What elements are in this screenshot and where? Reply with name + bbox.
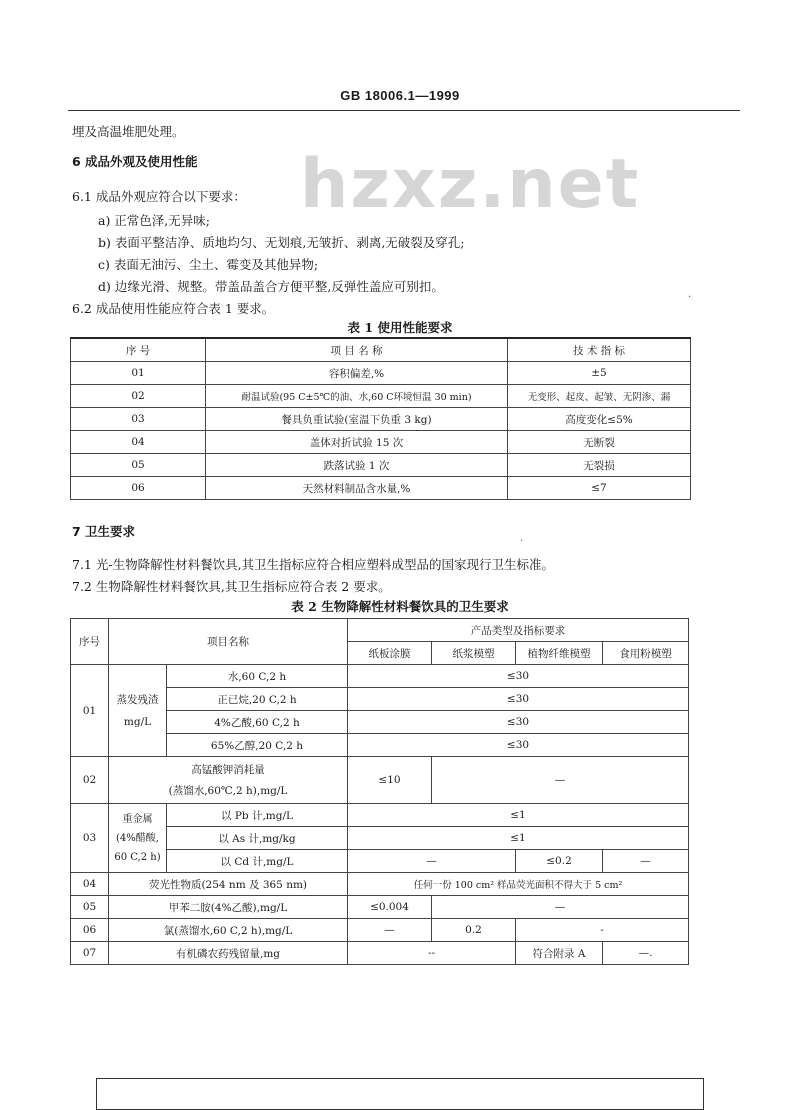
table1-header-row [71,338,691,362]
table-row [71,385,691,408]
table1-cell: 天然材料制品含水量,% [206,477,508,500]
table-row [71,665,689,688]
clause-6-2: 6.2 成品使用性能应符合表 1 要求。 [72,301,275,316]
table2-value: -- [348,942,516,965]
table2-subitem: 以 As 计,mg/kg [167,827,348,850]
table2-value: ≤10 [348,757,432,804]
table2-subitem: 以 Cd 计,mg/L [167,850,348,873]
table2 [70,618,689,965]
table2-header-group: 产品类型及指标要求 [348,619,689,642]
table2-header-type: 纸浆模塑 [432,642,516,665]
table1-header-item: 项 目 名 称 [206,338,508,362]
table2-value: ≤30 [348,711,689,734]
table2-value: 0.2 [432,919,516,942]
table2-value: ≤0.2 [516,850,603,873]
table2-group-label: 蒸发残渣 mg/L [109,665,167,757]
table2-value: — [603,850,689,873]
table1-cell: 无断裂 [508,431,691,454]
table2-item: 有机磷农药残留量,mg [109,942,348,965]
clause-7-1: 7.1 光-生物降解性材料餐饮具,其卫生指标应符合相应塑料成型品的国家现行卫生标准。 [72,557,555,572]
section-6-title: 6 成品外观及使用性能 [72,154,198,169]
table2-seq: 03 [71,804,109,873]
table1-cell: 04 [71,431,206,454]
table2-header-item: 项目名称 [109,619,348,665]
table1-cell: 无变形、起皮、起皱、无阴渗、漏 [508,385,691,408]
table2-item-line2: (蒸馏水,60℃,2 h),mg/L [168,785,288,797]
table2-header-seq: 序号 [71,619,109,665]
continuation-text: 埋及高温堆肥处理。 [72,124,185,139]
table-row [71,804,689,827]
table2-value: — [432,757,689,804]
table-row [71,896,689,919]
table2-value: ≤0.004 [348,896,432,919]
table2-group-label: 重金属 (4%醋酸, 60 C,2 h) [109,804,167,873]
table2-seq: 06 [71,919,109,942]
table2-item: 甲苯二胺(4%乙酸),mg/L [109,896,348,919]
clause-6-1-b: b) 表面平整洁净、质地均匀、无划痕,无皱折、剥离,无破裂及穿孔; [98,235,465,250]
table1-cell: 容积偏差,% [206,362,508,385]
table2-value: — [432,896,689,919]
table1-cell: ±5 [508,362,691,385]
table2-value: - [516,919,689,942]
table2-value: ≤30 [348,734,689,757]
table-row [71,454,691,477]
table-row [71,942,689,965]
table2-seq: 01 [71,665,109,757]
table-row [71,757,689,804]
table1-cell: ≤7 [508,477,691,500]
table-row [71,362,691,385]
table2-seq: 02 [71,757,109,804]
table1-header-spec: 技 术 指 标 [508,338,691,362]
bottom-frame [96,1078,704,1110]
table2-value: — [348,850,516,873]
table2-header-type: 食用粉模塑 [603,642,689,665]
table-row [71,408,691,431]
table1 [70,337,691,500]
table2-item: 荧光性物质(254 nm 及 365 nm) [109,873,348,896]
table2-value: 任何一份 100 cm² 样品荧光面积不得大于 5 cm² [348,873,689,896]
table-row [71,477,691,500]
table2-seq: 04 [71,873,109,896]
document-header: GB 18006.1—1999 [340,88,460,103]
table2-subitem: 水,60 C,2 h [167,665,348,688]
table2-value: — [348,919,432,942]
table1-cell: 跌落试验 1 次 [206,454,508,477]
table2-value: 符合附录 A [516,942,603,965]
table1-cell: 03 [71,408,206,431]
header-rule [68,110,740,111]
table2-header-type: 纸板涂膜 [348,642,432,665]
table2-seq: 05 [71,896,109,919]
clause-6-1-d: d) 边缘光滑、规整。带盖品盖合方便平整,反弹性盖应可别扣。 [98,279,444,294]
table1-cell: 06 [71,477,206,500]
table2-value: ≤1 [348,827,689,850]
table1-cell: 02 [71,385,206,408]
table2-subitem: 以 Pb 计,mg/L [167,804,348,827]
table2-value: ≤1 [348,804,689,827]
table2-header-row [71,619,689,642]
clause-6-1-a: a) 正常色泽,无异味; [98,213,210,228]
table2-item-line1: 高锰酸钾消耗量 [191,764,265,776]
table2-seq: 07 [71,942,109,965]
table2-subitem: 正已烷,20 C,2 h [167,688,348,711]
table2-value: ≤30 [348,688,689,711]
table2-item: 氯(蒸馏水,60 C,2 h),mg/L [109,919,348,942]
table2-subitem: 65%乙醇,20 C,2 h [167,734,348,757]
section-7-title: 7 卫生要求 [72,524,136,539]
table-row [71,431,691,454]
table1-cell: 05 [71,454,206,477]
table1-cell: 01 [71,362,206,385]
table-row [71,919,689,942]
table2-header-type: 植物纤维模塑 [516,642,603,665]
clause-6-1-c: c) 表面无油污、尘土、霉变及其他异物; [98,257,319,272]
scan-speck: · [520,536,524,547]
table1-caption: 表 1 使用性能要求 [347,320,453,335]
clause-7-2: 7.2 生物降解性材料餐饮具,其卫生指标应符合表 2 要求。 [72,579,391,594]
table1-cell: 盖体对折试验 15 次 [206,431,508,454]
table-row [71,873,689,896]
table2-caption: 表 2 生物降解性材料餐饮具的卫生要求 [291,599,509,614]
table2-subitem: 4%乙酸,60 C,2 h [167,711,348,734]
table1-cell: 高度变化≤5% [508,408,691,431]
watermark: hzxz.net [300,145,641,224]
table1-cell: 无裂损 [508,454,691,477]
table1-cell: 餐具负重试验(室温下负重 3 kg) [206,408,508,431]
clause-6-1: 6.1 成品外观应符合以下要求： [72,189,246,204]
scan-speck: · [688,292,692,303]
table2-item [109,757,348,804]
table1-header-seq: 序 号 [71,338,206,362]
table1-cell: 耐温试验(95 C±5℃的油、水,60 C环境恒温 30 min) [206,385,508,408]
table2-value: ≤30 [348,665,689,688]
table2-value: —. [603,942,689,965]
